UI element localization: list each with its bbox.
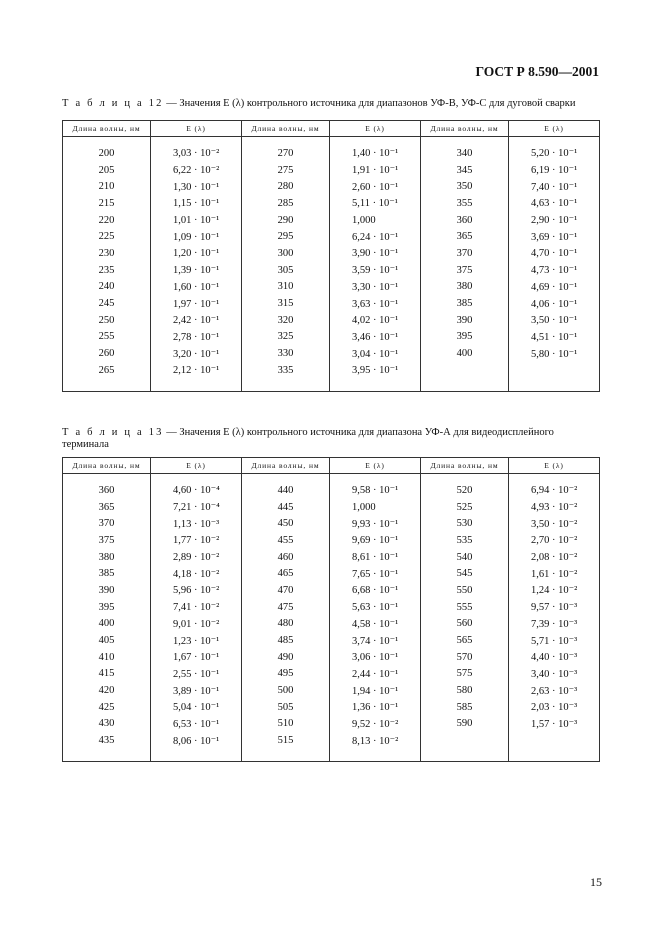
- table-spacer-cell: [151, 474, 242, 483]
- e-value-cell: 3,50 · 10⁻²: [509, 515, 600, 532]
- wavelength-cell: 220: [63, 212, 151, 229]
- table12-caption: [62, 98, 599, 110]
- e-value-cell: 3,69 · 10⁻¹: [509, 228, 600, 245]
- table-spacer-cell: [63, 137, 151, 146]
- wavelength-cell: 460: [242, 549, 330, 566]
- wavelength-cell: 525: [421, 499, 509, 516]
- wavelength-cell: 350: [421, 178, 509, 195]
- e-value-cell: 6,53 · 10⁻¹: [151, 716, 242, 733]
- wavelength-cell: 395: [63, 599, 151, 616]
- wavelength-cell: 485: [242, 632, 330, 649]
- e-value-cell: 2,70 · 10⁻²: [509, 532, 600, 549]
- table-spacer-row: [63, 379, 600, 392]
- wavelength-cell: 280: [242, 178, 330, 195]
- table-row: [63, 262, 600, 279]
- wavelength-cell: 330: [242, 345, 330, 362]
- table12-caption-prefix: Т а б л и ц а 12: [62, 98, 164, 109]
- e-value-cell: 1,77 · 10⁻²: [151, 532, 242, 549]
- wavelength-cell: 370: [63, 515, 151, 532]
- table-spacer-cell: [63, 474, 151, 483]
- wavelength-cell: 465: [242, 565, 330, 582]
- wavelength-cell: 310: [242, 279, 330, 296]
- wavelength-cell: 585: [421, 699, 509, 716]
- e-value-cell: 4,06 · 10⁻¹: [509, 295, 600, 312]
- table-row: [63, 212, 600, 229]
- wavelength-cell: 580: [421, 682, 509, 699]
- e-value-cell: 2,90 · 10⁻¹: [509, 212, 600, 229]
- wavelength-cell: 540: [421, 549, 509, 566]
- table-row: [63, 312, 600, 329]
- e-value-cell: 7,21 · 10⁻⁴: [151, 499, 242, 516]
- wavelength-cell: 390: [421, 312, 509, 329]
- table13-caption-prefix: Т а б л и ц а 13: [62, 427, 164, 438]
- e-value-cell: 4,70 · 10⁻¹: [509, 245, 600, 262]
- table-spacer-row: [63, 749, 600, 762]
- table-row: [63, 682, 600, 699]
- e-value-cell: 5,20 · 10⁻¹: [509, 145, 600, 162]
- table13: [62, 457, 600, 762]
- e-value-cell: 7,41 · 10⁻²: [151, 599, 242, 616]
- wavelength-cell: 360: [421, 212, 509, 229]
- e-value-cell: 3,06 · 10⁻¹: [330, 649, 421, 666]
- table-spacer-cell: [151, 379, 242, 392]
- wavelength-cell: 570: [421, 649, 509, 666]
- e-value-cell: 3,95 · 10⁻¹: [330, 362, 421, 379]
- table-row: [63, 245, 600, 262]
- table-spacer-cell: [242, 474, 330, 483]
- wavelength-cell: 245: [63, 295, 151, 312]
- wavelength-cell: 325: [242, 329, 330, 346]
- table13-caption: [62, 427, 599, 451]
- wavelength-cell: 205: [63, 162, 151, 179]
- e-value-cell: 6,94 · 10⁻²: [509, 482, 600, 499]
- e-value-cell: 4,73 · 10⁻¹: [509, 262, 600, 279]
- e-value-cell: 5,11 · 10⁻¹: [330, 195, 421, 212]
- wavelength-cell: 565: [421, 632, 509, 649]
- e-value-cell: 3,74 · 10⁻¹: [330, 632, 421, 649]
- table12-caption-text: — Значения E (λ) контрольного источника для диапазонов УФ-В, УФ-С для дуговой сварки: [163, 98, 576, 109]
- e-value-cell: 2,89 · 10⁻²: [151, 549, 242, 566]
- wavelength-cell: 560: [421, 616, 509, 633]
- wavelength-cell: 345: [421, 162, 509, 179]
- wavelength-cell: 260: [63, 345, 151, 362]
- e-value-cell: 3,46 · 10⁻¹: [330, 329, 421, 346]
- table-spacer-cell: [421, 749, 509, 762]
- wavelength-cell: 250: [63, 312, 151, 329]
- e-value-cell: 9,52 · 10⁻²: [330, 716, 421, 733]
- e-value-cell: 3,40 · 10⁻³: [509, 666, 600, 683]
- wavelength-cell: 405: [63, 632, 151, 649]
- e-value-cell: 6,19 · 10⁻¹: [509, 162, 600, 179]
- wavelength-cell: 430: [63, 716, 151, 733]
- e-value-cell: 1,91 · 10⁻¹: [330, 162, 421, 179]
- wavelength-cell: 505: [242, 699, 330, 716]
- table13-header-e: E (λ): [509, 458, 600, 474]
- table12-header-row: [63, 121, 600, 137]
- table-row: [63, 599, 600, 616]
- e-value-cell: 7,65 · 10⁻¹: [330, 565, 421, 582]
- wavelength-cell: 590: [421, 716, 509, 733]
- wavelength-cell: 385: [63, 565, 151, 582]
- e-value-cell: 1,15 · 10⁻¹: [151, 195, 242, 212]
- wavelength-cell: 510: [242, 716, 330, 733]
- e-value-cell: 8,61 · 10⁻¹: [330, 549, 421, 566]
- table-row: [63, 649, 600, 666]
- table12-header-e: E (λ): [330, 121, 421, 137]
- table-spacer-row: [63, 474, 600, 483]
- e-value-cell: 1,24 · 10⁻²: [509, 582, 600, 599]
- wavelength-cell: 420: [63, 682, 151, 699]
- e-value-cell: 2,08 · 10⁻²: [509, 549, 600, 566]
- table13-header-wl: Длина волны, нм: [63, 458, 151, 474]
- e-value-cell: 1,57 · 10⁻³: [509, 716, 600, 733]
- table-row: [63, 145, 600, 162]
- e-value-cell: 7,39 · 10⁻³: [509, 616, 600, 633]
- table-row: [63, 482, 600, 499]
- table-row: [63, 632, 600, 649]
- wavelength-cell: 385: [421, 295, 509, 312]
- table-row: [63, 549, 600, 566]
- table13-header-e: E (λ): [330, 458, 421, 474]
- table-spacer-cell: [242, 137, 330, 146]
- e-value-cell: 3,63 · 10⁻¹: [330, 295, 421, 312]
- e-value-cell: 3,04 · 10⁻¹: [330, 345, 421, 362]
- e-value-cell: 1,01 · 10⁻¹: [151, 212, 242, 229]
- table-spacer-cell: [63, 749, 151, 762]
- wavelength-cell: 520: [421, 482, 509, 499]
- wavelength-cell: 425: [63, 699, 151, 716]
- table-row: [63, 195, 600, 212]
- wavelength-cell: 450: [242, 515, 330, 532]
- wavelength-cell: 225: [63, 228, 151, 245]
- wavelength-cell: 410: [63, 649, 151, 666]
- wavelength-cell: 270: [242, 145, 330, 162]
- e-value-cell: 5,96 · 10⁻²: [151, 582, 242, 599]
- wavelength-cell: 320: [242, 312, 330, 329]
- e-value-cell: 1,000: [330, 212, 421, 229]
- wavelength-cell: 435: [63, 732, 151, 749]
- wavelength-cell: 445: [242, 499, 330, 516]
- table-row: [63, 515, 600, 532]
- e-value-cell: 6,68 · 10⁻¹: [330, 582, 421, 599]
- wavelength-cell: 370: [421, 245, 509, 262]
- wavelength-cell: 375: [421, 262, 509, 279]
- wavelength-cell: 555: [421, 599, 509, 616]
- wavelength-cell: 300: [242, 245, 330, 262]
- e-value-cell: 9,69 · 10⁻¹: [330, 532, 421, 549]
- wavelength-cell: 365: [63, 499, 151, 516]
- wavelength-cell: 380: [421, 279, 509, 296]
- wavelength-cell: 375: [63, 532, 151, 549]
- wavelength-cell: 285: [242, 195, 330, 212]
- wavelength-cell: 515: [242, 732, 330, 749]
- wavelength-cell: 575: [421, 666, 509, 683]
- wavelength-cell: 490: [242, 649, 330, 666]
- e-value-cell: 4,58 · 10⁻¹: [330, 616, 421, 633]
- e-value-cell: 1,20 · 10⁻¹: [151, 245, 242, 262]
- wavelength-cell: 495: [242, 666, 330, 683]
- table-row: [63, 329, 600, 346]
- e-value-cell: 1,97 · 10⁻¹: [151, 295, 242, 312]
- table13-header-wl: Длина волны, нм: [242, 458, 330, 474]
- wavelength-cell: 480: [242, 616, 330, 633]
- wavelength-cell: 200: [63, 145, 151, 162]
- e-value-cell: 3,89 · 10⁻¹: [151, 682, 242, 699]
- wavelength-cell: 400: [63, 616, 151, 633]
- wavelength-cell: 470: [242, 582, 330, 599]
- table12-header-e: E (λ): [151, 121, 242, 137]
- table-spacer-cell: [330, 749, 421, 762]
- e-value-cell: 1,36 · 10⁻¹: [330, 699, 421, 716]
- wavelength-cell: 535: [421, 532, 509, 549]
- wavelength-cell: 545: [421, 565, 509, 582]
- e-value-cell: 2,12 · 10⁻¹: [151, 362, 242, 379]
- wavelength-cell: 215: [63, 195, 151, 212]
- e-value-cell: [509, 732, 600, 749]
- wavelength-cell: 530: [421, 515, 509, 532]
- table-row: [63, 362, 600, 379]
- wavelength-cell: 390: [63, 582, 151, 599]
- table-row: [63, 699, 600, 716]
- wavelength-cell: 395: [421, 329, 509, 346]
- wavelength-cell: 340: [421, 145, 509, 162]
- wavelength-cell: 305: [242, 262, 330, 279]
- table-row: [63, 565, 600, 582]
- e-value-cell: 4,18 · 10⁻²: [151, 565, 242, 582]
- wavelength-cell: 360: [63, 482, 151, 499]
- table13-header-wl: Длина волны, нм: [421, 458, 509, 474]
- e-value-cell: 1,40 · 10⁻¹: [330, 145, 421, 162]
- table-row: [63, 616, 600, 633]
- wavelength-cell: 400: [421, 345, 509, 362]
- table-spacer-cell: [509, 474, 600, 483]
- wavelength-cell: 365: [421, 228, 509, 245]
- wavelength-cell: 440: [242, 482, 330, 499]
- table12-header-e: E (λ): [509, 121, 600, 137]
- e-value-cell: 4,40 · 10⁻³: [509, 649, 600, 666]
- table-row: [63, 732, 600, 749]
- table-spacer-cell: [330, 474, 421, 483]
- wavelength-cell: 230: [63, 245, 151, 262]
- e-value-cell: 1,000: [330, 499, 421, 516]
- page-number: 15: [590, 875, 602, 889]
- table-spacer-cell: [421, 379, 509, 392]
- wavelength-cell: 550: [421, 582, 509, 599]
- e-value-cell: 9,58 · 10⁻¹: [330, 482, 421, 499]
- table-row: [63, 162, 600, 179]
- wavelength-cell: 475: [242, 599, 330, 616]
- table-spacer-cell: [330, 379, 421, 392]
- table-row: [63, 582, 600, 599]
- wavelength-cell: 335: [242, 362, 330, 379]
- wavelength-cell: 295: [242, 228, 330, 245]
- table-spacer-cell: [242, 749, 330, 762]
- e-value-cell: 1,30 · 10⁻¹: [151, 178, 242, 195]
- e-value-cell: 1,13 · 10⁻³: [151, 515, 242, 532]
- table-row: [63, 345, 600, 362]
- table13-header-row: [63, 458, 600, 474]
- e-value-cell: [509, 362, 600, 379]
- e-value-cell: 2,42 · 10⁻¹: [151, 312, 242, 329]
- e-value-cell: 7,40 · 10⁻¹: [509, 178, 600, 195]
- wavelength-cell: 235: [63, 262, 151, 279]
- e-value-cell: 3,03 · 10⁻²: [151, 145, 242, 162]
- table-spacer-cell: [63, 379, 151, 392]
- wavelength-cell: 455: [242, 532, 330, 549]
- e-value-cell: 3,90 · 10⁻¹: [330, 245, 421, 262]
- wavelength-cell: [421, 732, 509, 749]
- e-value-cell: 1,61 · 10⁻²: [509, 565, 600, 582]
- e-value-cell: 1,94 · 10⁻¹: [330, 682, 421, 699]
- e-value-cell: 6,22 · 10⁻²: [151, 162, 242, 179]
- e-value-cell: 4,93 · 10⁻²: [509, 499, 600, 516]
- table13-caption-text: — Значения E (λ) контрольного источника для диапазона УФ-А для видеодисплейного терминала: [62, 427, 554, 450]
- e-value-cell: 5,80 · 10⁻¹: [509, 345, 600, 362]
- wavelength-cell: 415: [63, 666, 151, 683]
- table-row: [63, 532, 600, 549]
- table12-header-wl: Длина волны, нм: [421, 121, 509, 137]
- wavelength-cell: 265: [63, 362, 151, 379]
- table-spacer-cell: [151, 749, 242, 762]
- document-code: ГОСТ Р 8.590—2001: [475, 64, 599, 79]
- e-value-cell: 2,44 · 10⁻¹: [330, 666, 421, 683]
- table12-header-wl: Длина волны, нм: [242, 121, 330, 137]
- e-value-cell: 1,60 · 10⁻¹: [151, 279, 242, 296]
- e-value-cell: 4,63 · 10⁻¹: [509, 195, 600, 212]
- e-value-cell: 3,20 · 10⁻¹: [151, 345, 242, 362]
- e-value-cell: 9,57 · 10⁻³: [509, 599, 600, 616]
- wavelength-cell: 210: [63, 178, 151, 195]
- table-row: [63, 295, 600, 312]
- wavelength-cell: 255: [63, 329, 151, 346]
- table-spacer-cell: [509, 749, 600, 762]
- e-value-cell: 2,03 · 10⁻³: [509, 699, 600, 716]
- table-row: [63, 228, 600, 245]
- e-value-cell: 9,93 · 10⁻¹: [330, 515, 421, 532]
- e-value-cell: 2,55 · 10⁻¹: [151, 666, 242, 683]
- table-row: [63, 716, 600, 733]
- e-value-cell: 5,63 · 10⁻¹: [330, 599, 421, 616]
- e-value-cell: 4,60 · 10⁻⁴: [151, 482, 242, 499]
- table12: [62, 120, 600, 392]
- wavelength-cell: [421, 362, 509, 379]
- e-value-cell: 3,50 · 10⁻¹: [509, 312, 600, 329]
- table12-header-wl: Длина волны, нм: [63, 121, 151, 137]
- table-spacer-cell: [421, 137, 509, 146]
- table-spacer-cell: [509, 137, 600, 146]
- e-value-cell: 4,51 · 10⁻¹: [509, 329, 600, 346]
- wavelength-cell: 240: [63, 279, 151, 296]
- e-value-cell: 8,06 · 10⁻¹: [151, 732, 242, 749]
- table-spacer-cell: [151, 137, 242, 146]
- table-spacer-cell: [509, 379, 600, 392]
- wavelength-cell: 290: [242, 212, 330, 229]
- table-spacer-cell: [421, 474, 509, 483]
- table-row: [63, 499, 600, 516]
- e-value-cell: 9,01 · 10⁻²: [151, 616, 242, 633]
- e-value-cell: 1,67 · 10⁻¹: [151, 649, 242, 666]
- e-value-cell: 2,78 · 10⁻¹: [151, 329, 242, 346]
- table-row: [63, 666, 600, 683]
- e-value-cell: 3,59 · 10⁻¹: [330, 262, 421, 279]
- e-value-cell: 4,02 · 10⁻¹: [330, 312, 421, 329]
- wavelength-cell: 275: [242, 162, 330, 179]
- table13-header-e: E (λ): [151, 458, 242, 474]
- table-spacer-cell: [330, 137, 421, 146]
- e-value-cell: 6,24 · 10⁻¹: [330, 228, 421, 245]
- e-value-cell: 2,63 · 10⁻³: [509, 682, 600, 699]
- e-value-cell: 1,23 · 10⁻¹: [151, 632, 242, 649]
- e-value-cell: 2,60 · 10⁻¹: [330, 178, 421, 195]
- table-row: [63, 178, 600, 195]
- wavelength-cell: 500: [242, 682, 330, 699]
- e-value-cell: 3,30 · 10⁻¹: [330, 279, 421, 296]
- e-value-cell: 1,39 · 10⁻¹: [151, 262, 242, 279]
- table-spacer-row: [63, 137, 600, 146]
- wavelength-cell: 380: [63, 549, 151, 566]
- wavelength-cell: 355: [421, 195, 509, 212]
- e-value-cell: 5,04 · 10⁻¹: [151, 699, 242, 716]
- e-value-cell: 1,09 · 10⁻¹: [151, 228, 242, 245]
- e-value-cell: 4,69 · 10⁻¹: [509, 279, 600, 296]
- e-value-cell: 8,13 · 10⁻²: [330, 732, 421, 749]
- table-spacer-cell: [242, 379, 330, 392]
- table-row: [63, 279, 600, 296]
- e-value-cell: 5,71 · 10⁻³: [509, 632, 600, 649]
- wavelength-cell: 315: [242, 295, 330, 312]
